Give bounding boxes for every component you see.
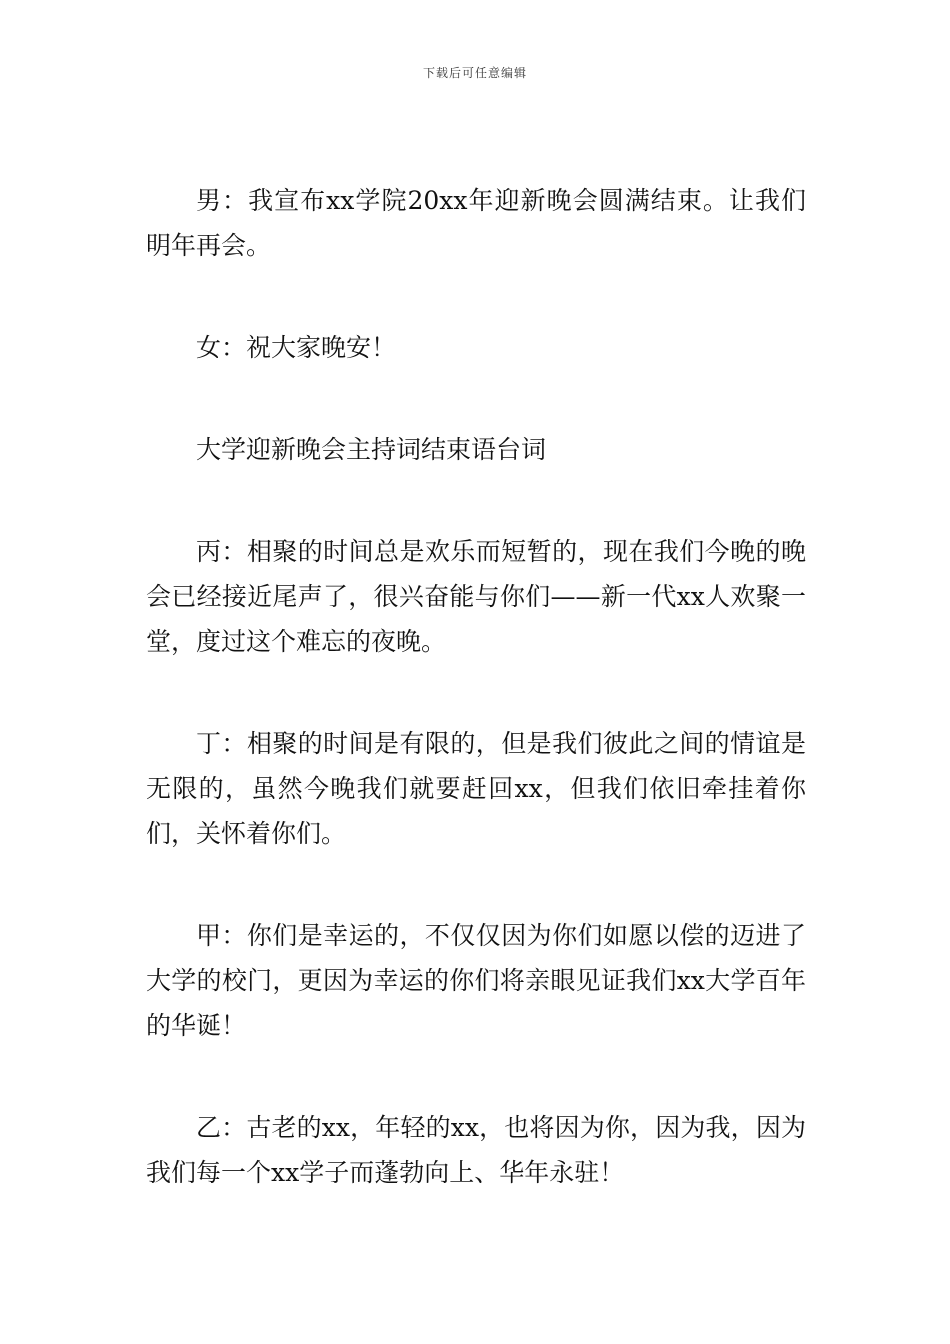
paragraph-jia: 甲：你们是幸运的，不仅仅因为你们如愿以偿的迈进了大学的校门，更因为幸运的你们将亲眼见证我们xx大学百年的华诞！ bbox=[146, 921, 806, 1040]
paragraph-ding: 丁：相聚的时间是有限的，但是我们彼此之间的情谊是无限的，虽然今晚我们就要赶回xx，但我们依旧牵挂着你们，关怀着你们。 bbox=[146, 729, 806, 848]
section-heading: 大学迎新晚会主持词结束语台词 bbox=[196, 435, 547, 464]
paragraph-yi: 乙：古老的xx，年轻的xx，也将因为你，因为我，因为我们每一个xx学子而蓬勃向上、华年永驻！ bbox=[146, 1113, 806, 1187]
paragraph-bing: 丙：相聚的时间总是欢乐而短暂的，现在我们今晚的晚会已经接近尾声了，很兴奋能与你们——新一代xx人欢聚一堂，度过这个难忘的夜晚。 bbox=[146, 537, 806, 656]
paragraph-closing-female: 女：祝大家晚安！ bbox=[196, 333, 397, 362]
header-note: 下载后可任意编辑 bbox=[422, 66, 527, 80]
paragraph-closing-male: 男：我宣布xx学院20xx年迎新晚会圆满结束。让我们明年再会。 bbox=[146, 186, 806, 260]
document-body bbox=[146, 178, 806, 1195]
